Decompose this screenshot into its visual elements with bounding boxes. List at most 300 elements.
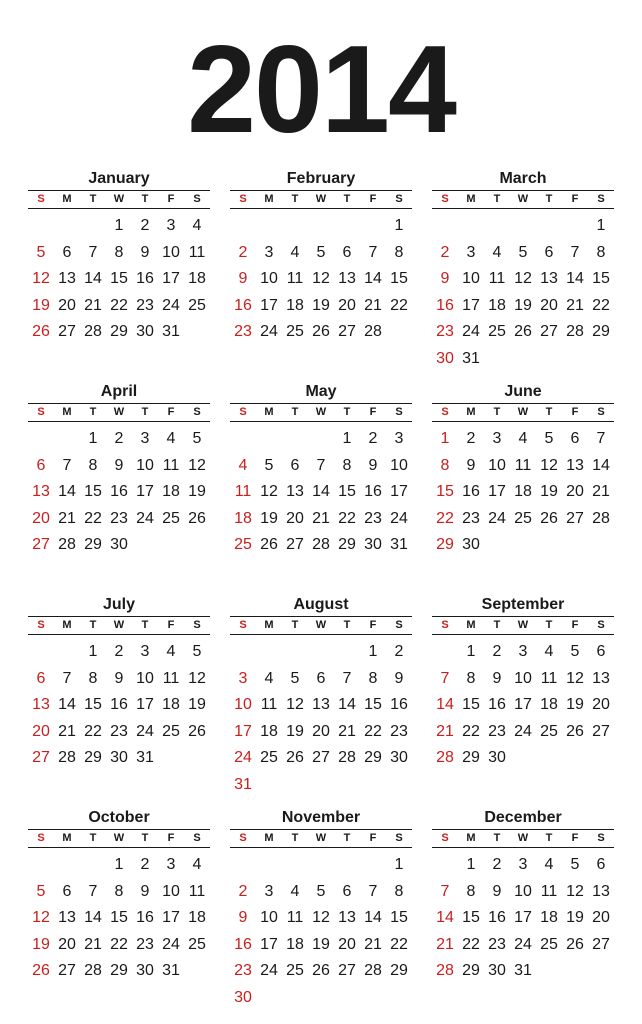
day-cell: 30 — [110, 536, 128, 554]
day-cell: 7 — [316, 456, 326, 474]
day-cell: 29 — [84, 536, 102, 554]
weekday-header — [28, 403, 210, 422]
day-cell: 2 — [238, 243, 248, 261]
day-grid — [28, 426, 210, 559]
day-cell: 15 — [390, 909, 408, 927]
day-cell: 9 — [114, 669, 124, 687]
month-name: August — [293, 596, 349, 613]
weekday-label: T — [343, 832, 351, 844]
weekday-label: T — [141, 619, 149, 631]
day-cell: 14 — [436, 696, 454, 714]
day-cell: 17 — [488, 483, 506, 501]
day-cell: 14 — [436, 909, 454, 927]
weekday-label: S — [239, 406, 247, 418]
day-cell: 5 — [192, 643, 202, 660]
weekday-label: S — [441, 619, 449, 631]
weekday-label: T — [141, 406, 149, 418]
day-cell: 15 — [84, 483, 102, 501]
weekday-label: M — [466, 193, 476, 205]
weekday-label: S — [395, 193, 403, 205]
day-cell: 2 — [466, 430, 476, 447]
day-cell: 5 — [570, 643, 580, 660]
day-cell: 29 — [462, 962, 480, 980]
day-cell: 25 — [540, 935, 558, 953]
day-cell: 25 — [234, 536, 252, 554]
day-cell: 3 — [238, 669, 248, 687]
weekday-label: F — [369, 832, 377, 844]
weekday-label: S — [239, 193, 247, 205]
day-cell: 16 — [110, 483, 128, 501]
month-name: March — [499, 170, 547, 187]
weekday-header — [432, 616, 614, 635]
day-cell: 6 — [342, 882, 352, 900]
day-grid — [432, 213, 614, 373]
day-cell: 9 — [140, 243, 150, 261]
day-cell: 6 — [62, 882, 72, 900]
day-cell: 19 — [312, 296, 330, 314]
day-cell: 31 — [136, 749, 154, 767]
day-cell: 21 — [312, 509, 330, 527]
day-cell: 9 — [440, 270, 450, 288]
day-cell: 29 — [110, 962, 128, 980]
day-cell: 25 — [488, 323, 506, 341]
day-cell: 26 — [540, 509, 558, 527]
day-cell: 1 — [88, 430, 98, 447]
day-cell: 6 — [570, 430, 580, 447]
day-cell: 5 — [316, 243, 326, 261]
day-cell: 23 — [136, 935, 154, 953]
day-cell: 5 — [316, 882, 326, 900]
day-cell: 28 — [364, 323, 382, 341]
day-cell: 22 — [390, 935, 408, 953]
day-cell: 17 — [260, 296, 278, 314]
day-cell: 19 — [514, 296, 532, 314]
month-may — [230, 383, 412, 559]
weekday-header — [230, 190, 412, 209]
weekday-label: S — [37, 193, 45, 205]
day-cell: 8 — [466, 882, 476, 900]
day-cell: 23 — [110, 722, 128, 740]
day-cell: 18 — [162, 696, 180, 714]
day-cell: 19 — [32, 296, 50, 314]
day-cell: 16 — [488, 909, 506, 927]
weekday-label: T — [89, 619, 97, 631]
day-cell: 20 — [58, 296, 76, 314]
day-cell: 24 — [136, 509, 154, 527]
day-cell: 10 — [514, 669, 532, 687]
day-cell: 16 — [234, 935, 252, 953]
day-cell: 17 — [136, 483, 154, 501]
day-cell: 29 — [390, 962, 408, 980]
day-cell: 26 — [188, 722, 206, 740]
day-cell: 18 — [488, 296, 506, 314]
weekday-label: T — [493, 193, 501, 205]
day-cell: 8 — [88, 456, 98, 474]
month-june — [432, 383, 614, 559]
day-cell: 1 — [394, 856, 404, 873]
day-cell: 25 — [260, 749, 278, 767]
day-cell: 28 — [592, 509, 610, 527]
month-january — [28, 170, 210, 346]
day-cell: 27 — [312, 749, 330, 767]
day-cell: 9 — [140, 882, 150, 900]
weekday-label: S — [395, 619, 403, 631]
weekday-label: F — [167, 619, 175, 631]
day-cell: 14 — [58, 696, 76, 714]
day-cell: 16 — [136, 909, 154, 927]
day-cell: 15 — [338, 483, 356, 501]
weekday-label: S — [395, 406, 403, 418]
month-april — [28, 383, 210, 559]
weekday-label: S — [597, 832, 605, 844]
day-cell: 2 — [492, 643, 502, 660]
day-cell: 19 — [286, 722, 304, 740]
day-cell: 10 — [390, 456, 408, 474]
day-cell: 24 — [390, 509, 408, 527]
day-cell: 12 — [188, 456, 206, 474]
day-cell: 26 — [188, 509, 206, 527]
day-cell: 2 — [492, 856, 502, 873]
day-cell: 10 — [136, 669, 154, 687]
day-cell: 5 — [36, 882, 46, 900]
day-cell: 7 — [440, 882, 450, 900]
day-cell: 26 — [32, 323, 50, 341]
weekday-label: S — [37, 406, 45, 418]
day-cell: 5 — [518, 243, 528, 261]
day-cell: 21 — [364, 935, 382, 953]
day-cell: 31 — [234, 775, 252, 793]
weekday-label: S — [597, 619, 605, 631]
day-cell: 27 — [58, 323, 76, 341]
day-cell: 1 — [88, 643, 98, 660]
day-cell: 15 — [110, 270, 128, 288]
day-cell: 3 — [394, 430, 404, 447]
month-july — [28, 596, 210, 772]
day-cell: 18 — [540, 909, 558, 927]
weekday-label: F — [571, 193, 579, 205]
month-name: June — [504, 383, 542, 400]
day-cell: 28 — [312, 536, 330, 554]
weekday-label: M — [264, 193, 274, 205]
day-cell: 6 — [36, 456, 46, 474]
day-cell: 20 — [566, 483, 584, 501]
day-cell: 29 — [364, 749, 382, 767]
day-cell: 22 — [84, 509, 102, 527]
weekday-label: S — [37, 832, 45, 844]
day-cell: 3 — [140, 643, 150, 660]
day-cell: 9 — [368, 456, 378, 474]
day-grid — [432, 426, 614, 559]
weekday-label: W — [315, 832, 327, 844]
day-cell: 10 — [260, 909, 278, 927]
day-cell: 8 — [368, 669, 378, 687]
day-cell: 13 — [286, 483, 304, 501]
day-cell: 1 — [596, 217, 606, 234]
day-cell: 13 — [338, 909, 356, 927]
day-cell: 22 — [592, 296, 610, 314]
day-cell: 17 — [514, 909, 532, 927]
weekday-label: M — [62, 406, 72, 418]
day-cell: 20 — [32, 509, 50, 527]
day-cell: 4 — [492, 243, 502, 261]
day-cell: 12 — [312, 909, 330, 927]
day-cell: 7 — [342, 669, 352, 687]
year-title: 2014 — [187, 21, 455, 159]
weekday-header — [28, 190, 210, 209]
day-cell: 10 — [514, 882, 532, 900]
month-march — [432, 170, 614, 373]
day-cell: 24 — [162, 935, 180, 953]
day-cell: 17 — [136, 696, 154, 714]
weekday-header — [230, 829, 412, 848]
day-cell: 7 — [570, 243, 580, 261]
day-cell: 8 — [342, 456, 352, 474]
weekday-header — [432, 829, 614, 848]
weekday-label: W — [113, 832, 125, 844]
day-cell: 20 — [58, 935, 76, 953]
day-cell: 28 — [58, 536, 76, 554]
weekday-label: T — [343, 406, 351, 418]
day-cell: 25 — [162, 509, 180, 527]
weekday-label: M — [62, 193, 72, 205]
day-grid — [230, 213, 412, 346]
day-cell: 28 — [84, 323, 102, 341]
day-cell: 1 — [114, 856, 124, 873]
weekday-label: W — [517, 832, 529, 844]
day-cell: 6 — [596, 856, 606, 873]
day-cell: 9 — [492, 669, 502, 687]
day-cell: 22 — [462, 722, 480, 740]
day-grid — [230, 852, 412, 1012]
weekday-label: T — [141, 193, 149, 205]
day-cell: 19 — [566, 909, 584, 927]
day-cell: 26 — [566, 722, 584, 740]
weekday-label: F — [167, 406, 175, 418]
day-cell: 13 — [338, 270, 356, 288]
day-cell: 6 — [290, 456, 300, 474]
day-cell: 11 — [514, 456, 532, 474]
day-cell: 28 — [58, 749, 76, 767]
weekday-header — [28, 829, 210, 848]
day-cell: 30 — [136, 962, 154, 980]
day-cell: 5 — [544, 430, 554, 447]
day-cell: 9 — [114, 456, 124, 474]
weekday-label: T — [493, 832, 501, 844]
day-cell: 3 — [518, 856, 528, 873]
day-cell: 23 — [234, 323, 252, 341]
weekday-label: F — [369, 193, 377, 205]
day-cell: 15 — [110, 909, 128, 927]
weekday-label: S — [37, 619, 45, 631]
weekday-label: S — [441, 193, 449, 205]
day-cell: 27 — [32, 536, 50, 554]
day-cell: 9 — [394, 669, 404, 687]
weekday-label: T — [141, 832, 149, 844]
day-cell: 30 — [462, 536, 480, 554]
day-cell: 16 — [488, 696, 506, 714]
day-cell: 20 — [312, 722, 330, 740]
day-cell: 11 — [162, 456, 180, 474]
day-cell: 4 — [192, 217, 202, 234]
month-february — [230, 170, 412, 346]
day-cell: 22 — [462, 935, 480, 953]
day-cell: 4 — [192, 856, 202, 873]
day-cell: 7 — [368, 882, 378, 900]
day-cell: 5 — [192, 430, 202, 447]
day-cell: 11 — [188, 882, 206, 900]
weekday-label: W — [113, 406, 125, 418]
weekday-label: T — [291, 193, 299, 205]
day-cell: 5 — [36, 243, 46, 261]
day-cell: 29 — [462, 749, 480, 767]
day-cell: 10 — [136, 456, 154, 474]
day-cell: 4 — [264, 669, 274, 687]
day-cell: 27 — [592, 722, 610, 740]
day-cell: 25 — [188, 296, 206, 314]
day-cell: 14 — [364, 909, 382, 927]
month-name: January — [88, 170, 150, 187]
month-name: February — [286, 170, 356, 187]
day-cell: 23 — [136, 296, 154, 314]
day-cell: 15 — [592, 270, 610, 288]
day-cell: 25 — [162, 722, 180, 740]
day-cell: 3 — [264, 882, 274, 900]
day-cell: 9 — [492, 882, 502, 900]
day-cell: 7 — [440, 669, 450, 687]
day-cell: 17 — [234, 722, 252, 740]
day-cell: 27 — [286, 536, 304, 554]
month-name: September — [481, 596, 565, 613]
month-name: July — [102, 596, 135, 613]
weekday-label: S — [597, 406, 605, 418]
day-cell: 18 — [260, 722, 278, 740]
day-cell: 13 — [32, 483, 50, 501]
day-cell: 13 — [58, 270, 76, 288]
day-cell: 15 — [462, 909, 480, 927]
weekday-label: T — [545, 193, 553, 205]
day-cell: 24 — [136, 722, 154, 740]
day-cell: 29 — [110, 323, 128, 341]
day-cell: 4 — [544, 643, 554, 660]
day-cell: 21 — [84, 296, 102, 314]
day-cell: 24 — [162, 296, 180, 314]
day-cell: 3 — [518, 643, 528, 660]
day-cell: 8 — [114, 243, 124, 261]
weekday-label: M — [62, 832, 72, 844]
day-cell: 28 — [364, 962, 382, 980]
day-cell: 25 — [514, 509, 532, 527]
day-cell: 29 — [84, 749, 102, 767]
day-cell: 23 — [488, 935, 506, 953]
day-grid — [28, 213, 210, 346]
month-name: April — [100, 383, 138, 400]
day-cell: 12 — [32, 270, 50, 288]
day-cell: 11 — [162, 669, 180, 687]
day-cell: 21 — [566, 296, 584, 314]
day-grid — [230, 639, 412, 799]
weekday-label: W — [113, 619, 125, 631]
weekday-label: F — [167, 193, 175, 205]
day-cell: 3 — [492, 430, 502, 447]
day-cell: 3 — [466, 243, 476, 261]
month-name: December — [484, 809, 562, 826]
day-cell: 31 — [390, 536, 408, 554]
day-cell: 26 — [566, 935, 584, 953]
weekday-label: S — [193, 619, 201, 631]
day-cell: 22 — [436, 509, 454, 527]
day-cell: 22 — [84, 722, 102, 740]
weekday-label: S — [239, 832, 247, 844]
weekday-label: T — [493, 619, 501, 631]
day-cell: 27 — [338, 323, 356, 341]
day-cell: 11 — [260, 696, 278, 714]
day-grid — [432, 852, 614, 985]
day-cell: 14 — [566, 270, 584, 288]
day-cell: 6 — [316, 669, 326, 687]
day-cell: 4 — [518, 430, 528, 447]
day-cell: 1 — [342, 430, 352, 447]
day-cell: 30 — [234, 988, 252, 1006]
day-cell: 6 — [596, 643, 606, 660]
day-cell: 22 — [338, 509, 356, 527]
day-cell: 12 — [286, 696, 304, 714]
day-cell: 24 — [514, 935, 532, 953]
weekday-label: M — [466, 619, 476, 631]
day-cell: 20 — [286, 509, 304, 527]
day-cell: 14 — [338, 696, 356, 714]
day-cell: 1 — [440, 430, 450, 447]
day-cell: 28 — [436, 962, 454, 980]
day-cell: 17 — [514, 696, 532, 714]
day-cell: 28 — [338, 749, 356, 767]
weekday-label: T — [343, 619, 351, 631]
day-cell: 20 — [32, 722, 50, 740]
day-cell: 21 — [592, 483, 610, 501]
weekday-label: W — [315, 406, 327, 418]
day-cell: 21 — [364, 296, 382, 314]
day-cell: 25 — [188, 935, 206, 953]
day-cell: 26 — [32, 962, 50, 980]
day-cell: 12 — [188, 669, 206, 687]
day-cell: 14 — [364, 270, 382, 288]
day-cell: 10 — [162, 882, 180, 900]
day-cell: 26 — [260, 536, 278, 554]
weekday-label: S — [597, 193, 605, 205]
day-cell: 1 — [368, 643, 378, 660]
day-cell: 13 — [32, 696, 50, 714]
day-cell: 1 — [466, 856, 476, 873]
day-cell: 16 — [462, 483, 480, 501]
month-december — [432, 809, 614, 985]
day-cell: 15 — [364, 696, 382, 714]
day-cell: 24 — [234, 749, 252, 767]
day-grid — [230, 426, 412, 559]
day-cell: 12 — [312, 270, 330, 288]
day-cell: 19 — [188, 696, 206, 714]
month-november — [230, 809, 412, 1012]
day-cell: 7 — [88, 882, 98, 900]
weekday-label: T — [89, 406, 97, 418]
day-cell: 2 — [114, 643, 124, 660]
day-cell: 17 — [162, 909, 180, 927]
weekday-label: S — [395, 832, 403, 844]
month-september — [432, 596, 614, 772]
day-cell: 6 — [342, 243, 352, 261]
day-cell: 4 — [290, 882, 300, 900]
day-cell: 23 — [110, 509, 128, 527]
day-cell: 8 — [394, 243, 404, 261]
month-name: October — [88, 809, 150, 826]
